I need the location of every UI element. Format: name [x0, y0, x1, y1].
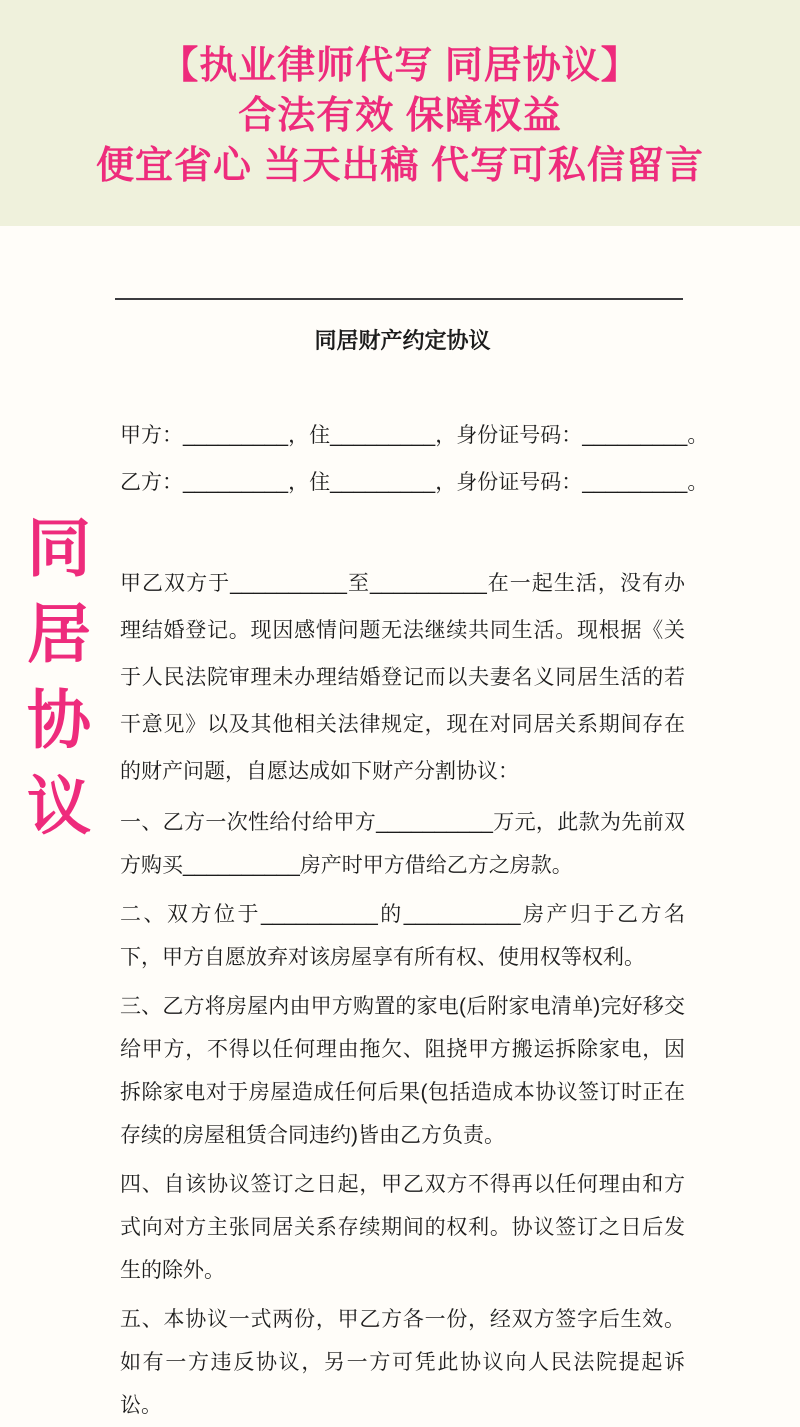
clause-4: 四、自该协议签订之日起，甲乙双方不得再以任何理由和方式向对方主张同居关系存续期间的权利。协议签订之日后发生的除外。	[120, 1173, 685, 1282]
clause-3: 三、乙方将房屋内由甲方购置的家电(后附家电清单)完好移交给甲方，不得以任何理由拖欠、阻挠甲方搬运拆除家电，因拆除家电对于房屋造成任何后果(包括造成本协议签订时正在存续的房屋租赁合同违约)皆由乙方负责。	[120, 995, 685, 1147]
vertical-watermark: 同居协议	[18, 514, 90, 858]
promo-banner	[0, 0, 800, 226]
clause-5: 五、本协议一式两份，甲乙方各一份，经双方签字后生效。如有一方违反协议，另一方可凭此协议向人民法院提起诉讼。	[120, 1308, 685, 1417]
banner-line-3: 便宜省心 当天出稿 代写可私信留言	[95, 145, 705, 187]
clause-2: 二、双方位于__________的__________房产归于乙方名下，甲方自愿放弃对该房屋享有所有权、使用权等权利。	[120, 903, 685, 969]
clause-1: 一、乙方一次性给付给甲方__________万元，此款为先前双方购买__________房产时甲方借给乙方之房款。	[120, 811, 685, 877]
preamble-paragraph: 甲乙双方于__________至__________在一起生活，没有办理结婚登记。现因感情问题无法继续共同生活。现根据《关于人民法院审理未办理结婚登记而以夫妻名义同居生活的若干意见》以及其他相关法律规定，现在对同居关系期间存在的财产问题，自愿达成如下财产分割协议：	[120, 572, 685, 783]
party-a-line: 甲方：_________，住_________，身份证号码：_________。	[120, 424, 709, 447]
document-panel	[120, 226, 709, 1427]
divider-line	[115, 298, 683, 300]
banner-line-1: 【执业律师代写 同居协议】	[160, 45, 640, 87]
document-title: 同居财产约定协议	[314, 328, 491, 353]
banner-line-2: 合法有效 保障权益	[238, 95, 562, 137]
party-b-line: 乙方：_________，住_________，身份证号码：_________。	[120, 471, 709, 494]
party-block	[120, 412, 709, 506]
